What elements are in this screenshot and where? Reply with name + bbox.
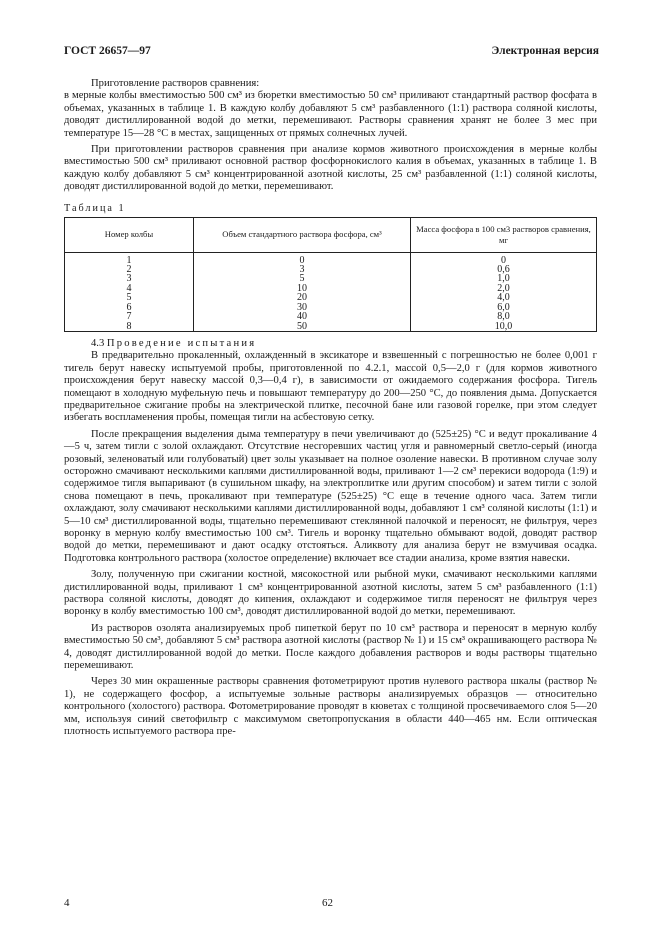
table-cell: 4 [65,284,194,293]
table-cell: 20 [194,293,411,302]
section-paragraph: После прекращения выделения дыма температуру в печи увеличивают до (525±25) °С и ведут прокаливание 4—5 ч, затем тигли с золой охлаждают. Отсутствие несгоревших частиц угля и равномерный светло-серый (иногда розовый, зеленоватый или голубоватый) цвет золы указывает на полное озоление навески. В противном случае золу осторожно смачивают несколькими каплями дистиллированной воды, приливают 1—2 см³ перекиси водорода (1:9) и содержимое тигля выпаривают (в сушильном шкафу, на электроплитке или другим способом) и затем тигли с золой снова помещают в печь, прокаливают при температуре (525±25) °С еще в течение одного часа. Затем тигли охлаждают, золу смачивают несколькими каплями дистиллированной воды, добавляют 1 см³ соляной кислоты (1:1) и 5—10 см³ дистиллированной воды, тщательно перемешивают стеклянной палочкой и переносят, не фильтруя, через воронку в мерную колбу вместимостью 100 см³. Тигель и воронку тщательно обмывают водой, доводят раствор водой до метки, перемешивают и дают осадку отстояться. Аликвоту для анализа берут не взмучивая осадка. Подготовка контрольного раствора (холостое определение) включает все стадии анализа, кроме взятия навески. [64,428,597,564]
table-cell: 8 [65,322,194,332]
table-row [65,312,597,321]
table-caption: Таблица 1 [64,202,126,214]
table-cell: 8,0 [411,312,597,321]
table-cell: 3 [65,274,194,283]
section-paragraph: Через 30 мин окрашенные растворы сравнения фотометрируют против нулевого раствора шкалы (раствор № 1), не содержащего фосфор, а испытуемые зольные растворы анализируемых образцов — относительно контрольного (холостого) раствора. Фотометрирование проводят в кюветах с толщиной просвечиваемого слоя 5—20 мм, используя синий светофильтр с максимумом светопропускания в области 440—465 нм. Если оптическая плотность испытуемого раствора пре- [64,676,597,738]
page-body [64,78,597,739]
section-paragraph: Из растворов озолята анализируемых проб пипеткой берут по 10 см³ раствора и переносят в мерную колбу вместимостью 50 см³, добавляют 5 см³ раствора азотной кислоты (раствор № 1) и 15 см³ окрашивающего раствора № 4, доводят дистиллированной водой до метки. После каждого добавления растворов и воды растворы тщательно перемешивают. [64,622,597,672]
prep-heading: Приготовление растворов сравнения: [91,78,260,89]
section-title: Проведение испытания [106,337,257,349]
table-row [65,293,597,302]
column-header: Номер колбы [65,217,194,252]
version-label: Электронная версия [491,45,599,57]
column-header: Объем стандартного раствора фосфора, см³ [194,217,411,252]
table-cell: 0 [411,252,597,265]
section-paragraph: В предварительно прокаленный, охлажденный в эксикаторе и взвешенный с погрешностью не более 0,001 г тигель берут навеску испытуемой пробы, приготовленной по 4.2.1, массой 0,5—2,0 г (для кормов животного происхождения берут навеску массой 0,3—0,4 г), в зависимости от ожидаемого содержания фосфора. Тигель помещают в холодную муфельную печь и повышают температуру до 200—250 °С, до появления дыма. Допускается предварительное сжигание пробы на электрической плитке, песочной бане или газовой горелке, при этом следует избегать воспламенения пробы, помещая тигли на асбестовую сетку. [64,350,597,424]
table-cell: 1,0 [411,274,597,283]
table-cell: 1 [65,252,194,265]
section-number: 4.3 [91,337,105,349]
table-cell: 10,0 [411,322,597,332]
table-cell: 0,6 [411,265,597,274]
table-row [65,265,597,274]
table-cell: 5 [194,274,411,283]
table-cell: 6 [65,303,194,312]
table-cell: 50 [194,322,411,332]
table-cell: 10 [194,284,411,293]
table-cell: 0 [194,252,411,265]
table-cell: 4,0 [411,293,597,302]
table-cell: 6,0 [411,303,597,312]
table-cell: 30 [194,303,411,312]
table-row [65,274,597,283]
section-heading [64,338,597,350]
table-header-row [65,217,597,252]
table-row [65,322,597,332]
table-cell: 40 [194,312,411,321]
table-row [65,252,597,265]
section-paragraph: Золу, полученную при сжигании костной, мясокостной или рыбной муки, смачивают несколькими каплями дистиллированной воды, приливают 1 см³ концентрированной азотной кислоты, затем 5 см³ разбавленного (1:1) раствора соляной кислоты, доводят до кипения, охлаждают и содержимое тигля переносят не фильтруя через воронку в колбу вместимостью 100 см³, доводят дистиллированной водой до метки, перемешивают. [64,569,597,618]
document-code: ГОСТ 26657—97 [64,45,151,57]
table-cell: 7 [65,312,194,321]
prep-paragraph-2: При приготовлении растворов сравнения при анализе кормов животного происхождения в мерные колбы вместимостью 500 см³ приливают основной раствор фосфорнокислого калия в объемах, указанных в таблице 1. В каждую колбу добавляют 5 см³ концентрированной азотной кислоты, 25 см³ разбавленной (1:1) соляной кислоты, доводят дистиллированной водой до метки, перемешивают. [64,144,597,193]
table-cell: 5 [65,293,194,302]
prep-paragraph-1: в мерные колбы вместимостью 500 см³ из бюретки вместимостью 50 см³ приливают стандартный раствор фосфата в объемах, указанных в таблице 1. В каждую колбу добавляют 5 см³ разбавленного (1:1) раствора соляной кислоты, доводят дистиллированной водой до метки, перемешивают. Растворы сравнения хранят не более 3 мес при температуре 15—28 °С в местах, защищенных от прямых солнечных лучей. [64,90,597,139]
phosphorus-table [64,217,597,332]
table-row [65,303,597,312]
column-header: Масса фосфора в 100 см3 растворов сравнения, мг [411,217,597,252]
table-cell: 2 [65,265,194,274]
table-cell: 3 [194,265,411,274]
page-number-left: 4 [64,897,70,909]
table-row [65,284,597,293]
table-cell: 2,0 [411,284,597,293]
page-number-center: 62 [322,897,333,909]
